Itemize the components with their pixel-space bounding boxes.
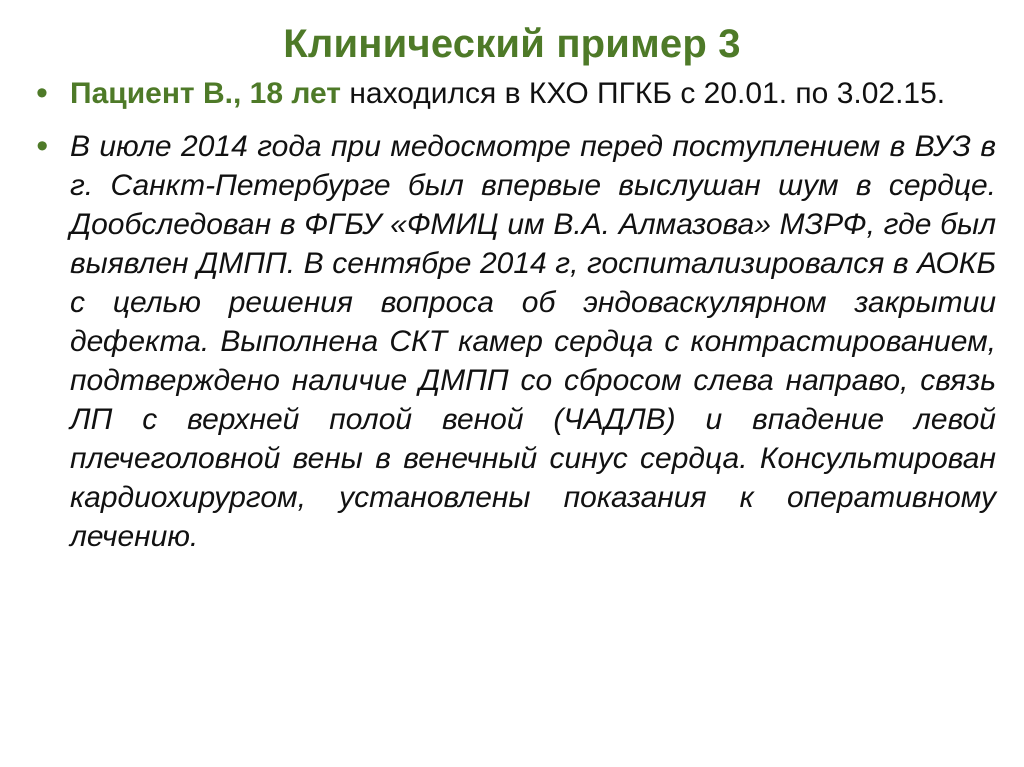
patient-highlight: Пациент В., 18 лет [70, 77, 341, 110]
patient-admission-text: находился в КХО ПГКБ с 20.01. по 3.02.15. [340, 77, 946, 110]
list-item [22, 74, 996, 113]
list-item [22, 127, 996, 556]
bullet-list [0, 74, 1024, 556]
case-history-text: • В июле 2014 года при медосмотре перед поступлением в ВУЗ в г. Санкт-Петербурге был впервые выслушан шум в сердце. Дообследован в ФГБУ «ФМИЦ им В.А. Алмазова» МЗРФ, где был выявлен ДМПП. В сентябре 2014 г, госпитализировался в АОКБ с целью решения вопроса об эндоваскулярном закрытии дефекта. Выполнена СКТ камер сердца с контрастированием, подтверждено наличие ДМПП со сбросом слева направо, связь ЛП с верхней полой веной (ЧАДЛВ) и впадение левой плечеголовной вены в венечный синус сердца. Консультирован кардиохирургом, установлены показания к оперативному лечению. [70, 130, 996, 553]
page-title: Клинический пример 3 [283, 22, 741, 66]
